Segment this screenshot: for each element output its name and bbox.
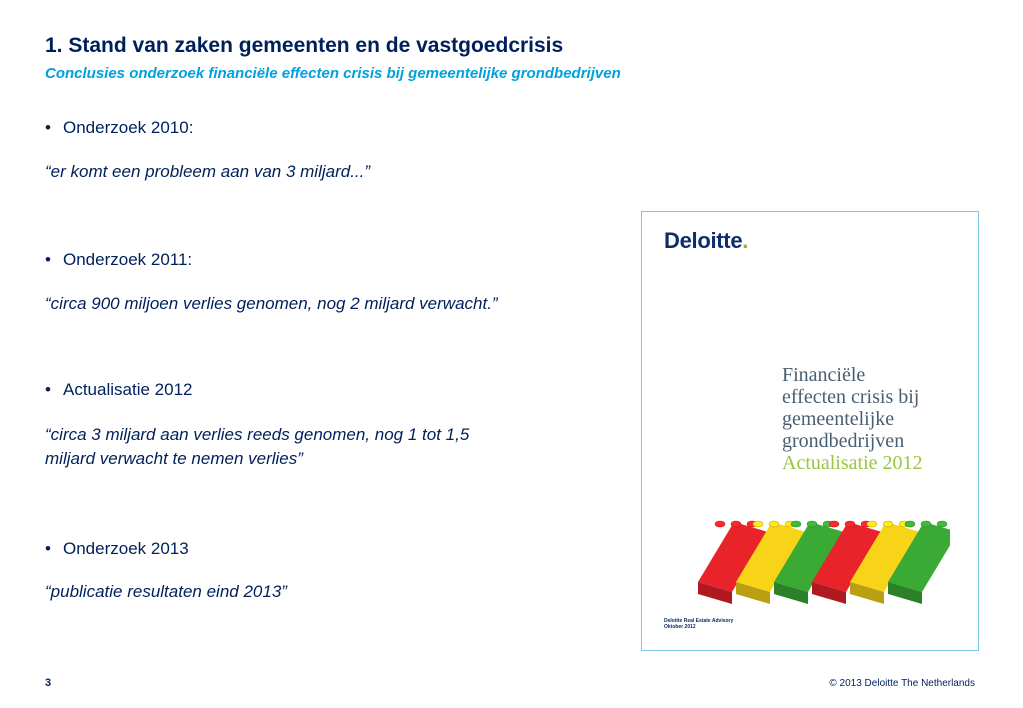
bullet-symbol: •: [45, 118, 51, 137]
bullet-symbol: •: [45, 380, 51, 399]
bullet-actualisatie-2012: [45, 380, 192, 400]
report-cover: [641, 211, 979, 651]
bullet-label: Onderzoek 2011:: [63, 250, 193, 269]
quote-line: “circa 3 miljard aan verlies reeds genomen, nog 1 tot 1,5: [45, 425, 470, 444]
quote-onderzoek-2013: “publicatie resultaten eind 2013”: [45, 582, 287, 601]
bullet-symbol: •: [45, 250, 51, 269]
cover-title-line: grondbedrijven: [782, 430, 905, 452]
cover-title: [782, 364, 923, 474]
page-title: 1. Stand van zaken gemeenten en de vastgoedcrisis: [45, 34, 564, 57]
quote-actualisatie-2012: [45, 423, 469, 471]
quote-onderzoek-2011: “circa 900 miljoen verlies genomen, nog 2 miljard verwacht.”: [45, 294, 498, 313]
copyright-text: © 2013 Deloitte The Netherlands: [829, 678, 975, 689]
bullet-label: Onderzoek 2013: [63, 539, 189, 558]
bullet-label: Onderzoek 2010:: [63, 118, 194, 137]
bullet-onderzoek-2011: [45, 250, 192, 270]
bullet-symbol: •: [45, 539, 51, 558]
cover-footer: Deloitte Real Estate Advisory Oktober 2012: [664, 618, 734, 630]
cover-title-line: Financiële: [782, 364, 866, 386]
cover-title-line: effecten crisis bij: [782, 386, 920, 408]
quote-onderzoek-2010: “er komt een probleem aan van 3 miljard...”: [45, 162, 371, 181]
bullet-label: Actualisatie 2012: [63, 380, 193, 399]
cover-title-line: gemeentelijke: [782, 408, 895, 430]
page-subtitle: Conclusies onderzoek financiële effecten crisis bij gemeentelijke grondbedrijven: [45, 65, 621, 82]
page-number: 3: [45, 677, 52, 689]
bullet-onderzoek-2013: [45, 539, 189, 559]
cover-title-highlight: Actualisatie 2012: [782, 452, 923, 474]
lego-bricks-illustration: [690, 502, 950, 612]
deloitte-logo: Deloitte.: [664, 228, 749, 253]
bullet-onderzoek-2010: [45, 118, 193, 138]
quote-line: miljard verwacht te nemen verlies”: [45, 449, 303, 468]
